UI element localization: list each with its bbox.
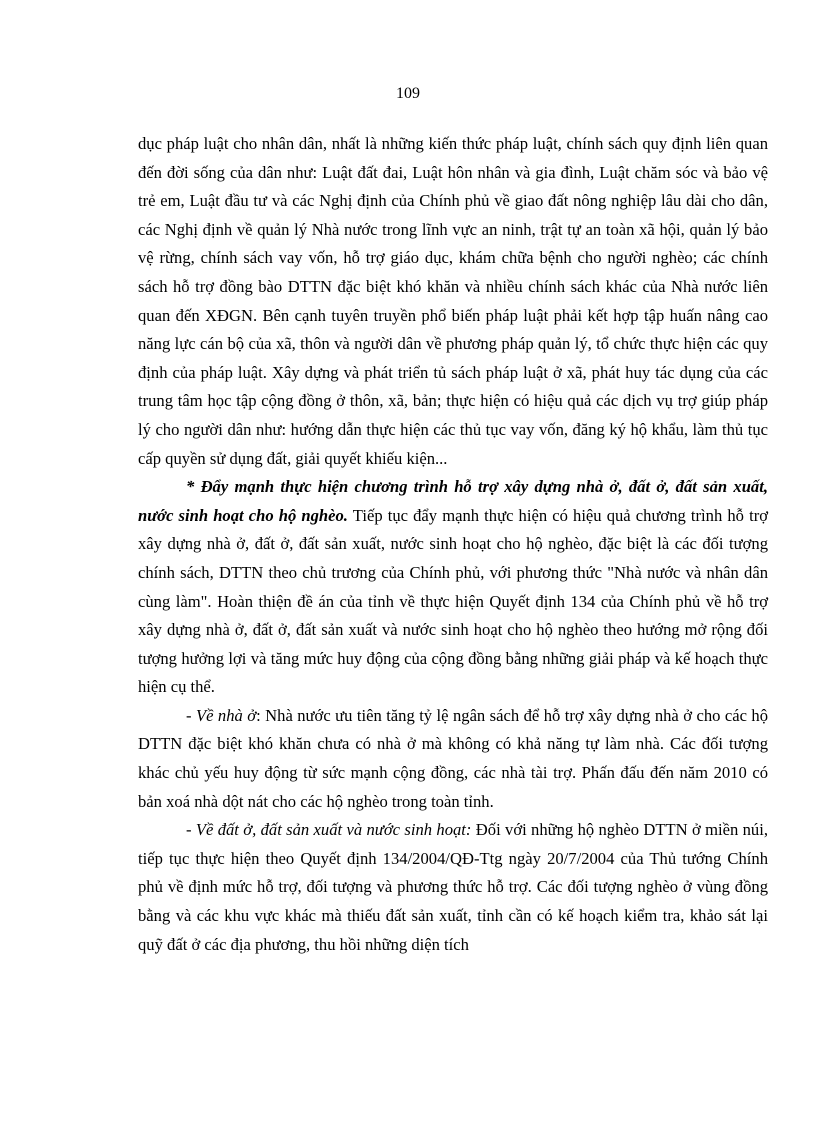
paragraph-legal-education: dục pháp luật cho nhân dân, nhất là những kiến thức pháp luật, chính sách quy định liên quan đến đời sống của dân như: Luật đất đai, Luật hôn nhân và gia đình, Luật chăm sóc và bảo vệ trẻ em, Luật đầu tư và các Nghị định của Chính phủ về giao đất nông nghiệp lâu dài cho dân, các Nghị định về quản lý Nhà nước trong lĩnh vực an ninh, trật tự an toàn xã hội, quản lý bảo vệ rừng, chính sách vay vốn, hỗ trợ giáo dục, khám chữa bệnh cho người nghèo; các chính sách hỗ trợ đồng bào DTTN đặc biệt khó khăn và nhiều chính sách khác của Nhà nước liên quan đến XĐGN. Bên cạnh tuyên truyền phổ biến pháp luật phải kết hợp tập huấn nâng cao năng lực cán bộ của xã, thôn và người dân về phương pháp quản lý, tổ chức thực hiện các quy định của pháp luật. Xây dựng và phát triển tủ sách pháp luật ở xã, phát huy tác dụng của các trung tâm học tập cộng đồng ở thôn, xã, bản; thực hiện có hiệu quả các dịch vụ trợ giúp pháp lý cho người dân như: hướng dẫn thực hiện các thủ tục vay vốn, đăng ký hộ khẩu, làm thủ tục cấp quyền sử dụng đất, giải quyết khiếu kiện... — [138, 134, 768, 468]
subheading-land-water: - Về đất ở, đất sản xuất và nước sinh hoạt: — [186, 820, 472, 840]
page-number: 109 — [396, 85, 420, 102]
paragraph-housing-program — [138, 473, 768, 702]
document-body — [138, 130, 768, 959]
section-heading-housing-program: * Đẩy mạnh thực hiện chương trình hỗ trợ xây dựng nhà ở, đất ở, đất sản xuất, nước sinh hoạt cho hộ nghèo. — [138, 477, 768, 525]
body-housing: : Nhà nước ưu tiên tăng tỷ lệ ngân sách để hỗ trợ xây dựng nhà ở cho các hộ DTTN đặc biệt khó khăn chưa có nhà ở mà không có khả năng tự làm nhà. Các đối tượng khác chủ yếu huy động từ sức mạnh cộng đồng, các nhà tài trợ. Phấn đấu đến năm 2010 có bản xoá nhà dột nát cho các hộ nghèo trong toàn tỉnh. — [138, 705, 768, 811]
section-body-housing-program: Tiếp tục đẩy mạnh thực hiện có hiệu quả chương trình hỗ trợ xây dựng nhà ở, đất ở, đất sản xuất, nước sinh hoạt cho hộ nghèo, đặc biệt là các đối tượng chính sách, DTTN theo chủ trương của Chính phủ, với phương thức "Nhà nước và nhân dân cùng làm". Hoàn thiện đề án của tỉnh về thực hiện Quyết định 134 của Chính phủ về hỗ trợ xây dựng nhà ở, đất ở, đất sản xuất và nước sinh hoạt cho hộ nghèo theo hướng mở rộng đối tượng hưởng lợi và tăng mức huy động của cộng đồng bằng những giải pháp và kế hoạch thực hiện cụ thể. — [138, 505, 768, 697]
body-land-water: Đối với những hộ nghèo DTTN ở miền núi, tiếp tục thực hiện theo Quyết định 134/2004/QĐ-Ttg ngày 20/7/2004 của Thủ tướng Chính phủ về định mức hỗ trợ, đối tượng và phương thức hỗ trợ. Các đối tượng nghèo ở vùng đồng bằng và các khu vực khác mà thiếu đất sản xuất, tỉnh cần có kế hoạch kiểm tra, khảo sát lại quỹ đất ở các địa phương, thu hồi những diện tích — [138, 820, 768, 954]
paragraph-housing — [138, 702, 768, 816]
subheading-housing: - Về nhà ở — [186, 705, 257, 725]
paragraph-land-water — [138, 816, 768, 959]
